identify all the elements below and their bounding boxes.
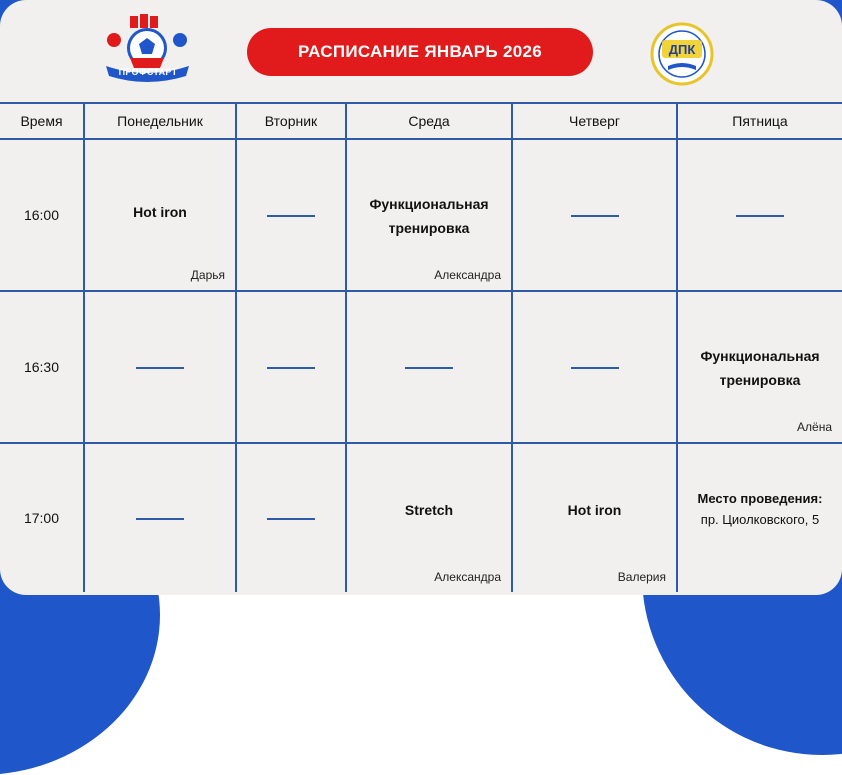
schedule-cell-empty [512, 291, 677, 443]
schedule-cell-empty [346, 291, 512, 443]
schedule-cell [677, 291, 842, 443]
class-name-line: тренировка [719, 372, 801, 388]
trainer-name: Валерия [617, 570, 666, 584]
empty-slot-dash [267, 215, 315, 217]
schedule-table [0, 102, 842, 592]
empty-slot-dash [736, 215, 784, 217]
schedule-cell-empty [236, 443, 346, 592]
table-row [0, 139, 842, 291]
venue-cell [677, 443, 842, 592]
schedule-cell [84, 139, 236, 291]
schedule-cell-empty [84, 291, 236, 443]
table-header-row [0, 103, 842, 139]
class-name-line: Функциональная [700, 348, 820, 364]
trainer-name: Александра [434, 268, 501, 282]
empty-slot-dash [267, 518, 315, 520]
column-header-thursday: Четверг [512, 103, 677, 139]
class-name: Hot iron [133, 204, 187, 220]
schedule-cell [346, 139, 512, 291]
trainer-name: Александра [434, 570, 501, 584]
trainer-name: Дарья [190, 268, 225, 282]
profstart-logo [100, 14, 195, 86]
schedule-cell-empty [236, 139, 346, 291]
column-header-tuesday: Вторник [236, 103, 346, 139]
column-header-monday: Понедельник [84, 103, 236, 139]
empty-slot-dash [405, 367, 453, 369]
column-header-friday: Пятница [677, 103, 842, 139]
class-name-line: тренировка [388, 220, 470, 236]
time-cell [0, 291, 84, 443]
schedule-cell-empty [677, 139, 842, 291]
empty-slot-dash [267, 367, 315, 369]
venue-label: Место проведения: [697, 491, 823, 506]
time-cell [0, 139, 84, 291]
class-name: Stretch [404, 502, 454, 518]
college-logo [648, 22, 716, 86]
table-row [0, 291, 842, 443]
schedule-cell [346, 443, 512, 592]
page-title: РАСПИСАНИЕ ЯНВАРЬ 2026 [247, 28, 593, 76]
class-name: Hot iron [567, 502, 622, 518]
schedule-cell-empty [84, 443, 236, 592]
time-label: 17:00 [23, 510, 60, 526]
time-label: 16:30 [23, 359, 60, 375]
table-row [0, 443, 842, 592]
schedule-cell-empty [236, 291, 346, 443]
schedule-cell [512, 443, 677, 592]
time-label: 16:00 [23, 207, 60, 223]
time-cell [0, 443, 84, 592]
schedule-cell-empty [512, 139, 677, 291]
column-header-wednesday: Среда [346, 103, 512, 139]
empty-slot-dash [571, 367, 619, 369]
empty-slot-dash [136, 518, 184, 520]
empty-slot-dash [571, 215, 619, 217]
venue-address: пр. Циолковского, 5 [700, 512, 820, 527]
column-header-time: Время [0, 103, 84, 139]
profstart-logo-text: ПРОФСТАРТ [118, 67, 178, 77]
class-name-line: Функциональная [369, 196, 489, 212]
empty-slot-dash [136, 367, 184, 369]
college-logo-text: ДПК [668, 42, 696, 57]
trainer-name: Алёна [797, 420, 832, 434]
